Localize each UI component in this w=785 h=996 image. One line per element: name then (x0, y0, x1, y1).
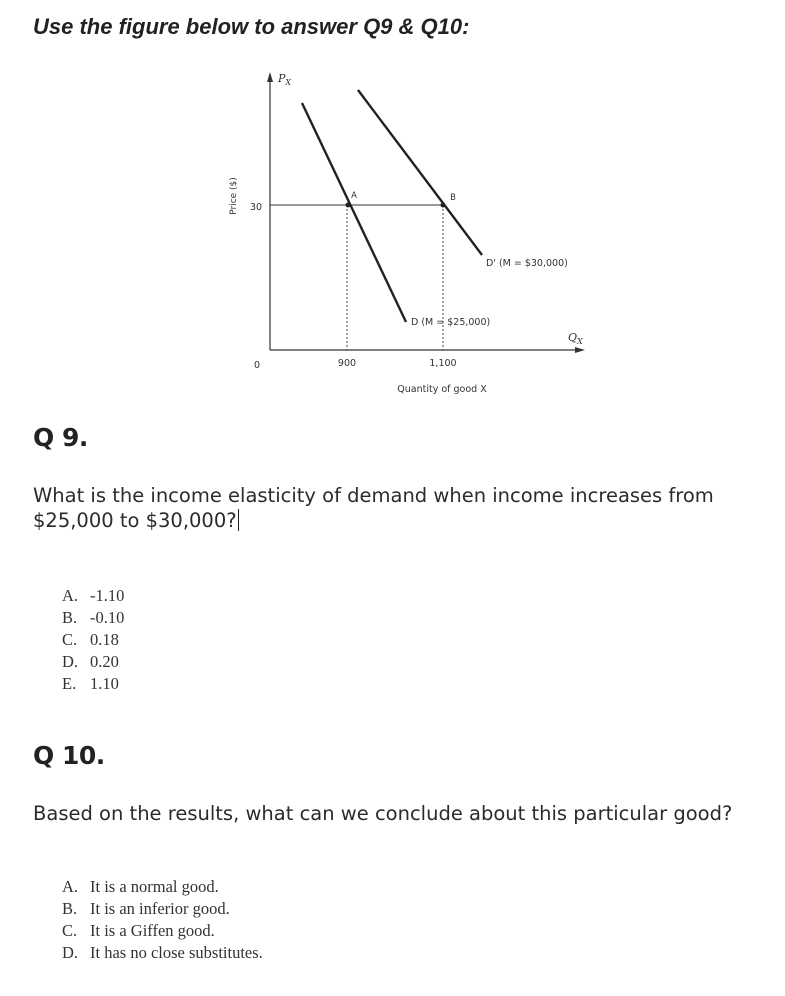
quantity-tick-900: 900 (337, 358, 357, 369)
q10-options (62, 876, 263, 964)
demand-curve-d-prime (358, 90, 482, 255)
curve-d-prime-label: D' (M = $30,000) (486, 258, 568, 269)
demand-shift-figure (0, 0, 785, 400)
q10-option: B. It is an inferior good. (62, 899, 230, 918)
q9-question-line2: $25,000 to $30,000? (33, 509, 237, 532)
x-axis-title: Quantity of good X (397, 384, 487, 395)
q9-title: Q 9. (33, 423, 88, 452)
q9-question-line1: What is the income elasticity of demand when income increases from (33, 484, 714, 507)
q9-option: C. 0.18 (62, 630, 119, 649)
q10-option: A. It is a normal good. (62, 877, 219, 896)
curve-d-label: D (M = $25,000) (411, 317, 491, 328)
demand-curve-d (302, 103, 406, 322)
origin-tick-label: 0 (253, 360, 261, 371)
q10-title: Q 10. (33, 741, 105, 770)
point-a (346, 203, 351, 208)
x-axis-arrow (575, 347, 585, 353)
q9-question (33, 483, 714, 533)
text-cursor (238, 509, 239, 531)
q10-option: C. It is a Giffen good. (62, 921, 215, 940)
q9-option: A. -1.10 (62, 586, 125, 605)
quantity-tick-1100: 1,100 (429, 358, 457, 369)
x-axis-symbol: $Q_X$ (568, 331, 583, 346)
q10-question: Based on the results, what can we conclude about this particular good? (33, 802, 733, 825)
q9-option: D. 0.20 (62, 652, 119, 671)
q9-option: B. -0.10 (62, 608, 125, 627)
figure-instruction-heading: Use the figure below to answer Q9 & Q10: (33, 14, 470, 39)
q10-option: D. It has no close substitutes. (62, 943, 263, 962)
point-b (441, 203, 446, 208)
point-a-label: A (351, 191, 357, 201)
point-b-label: B (450, 193, 456, 203)
y-axis-symbol: $P_X$ (278, 72, 292, 87)
price-tick-label: 30 (249, 202, 263, 213)
y-axis-title: Price ($) (229, 177, 239, 215)
q9-options (62, 585, 124, 695)
y-axis-arrow (267, 72, 273, 82)
q9-option: E. 1.10 (62, 674, 119, 693)
